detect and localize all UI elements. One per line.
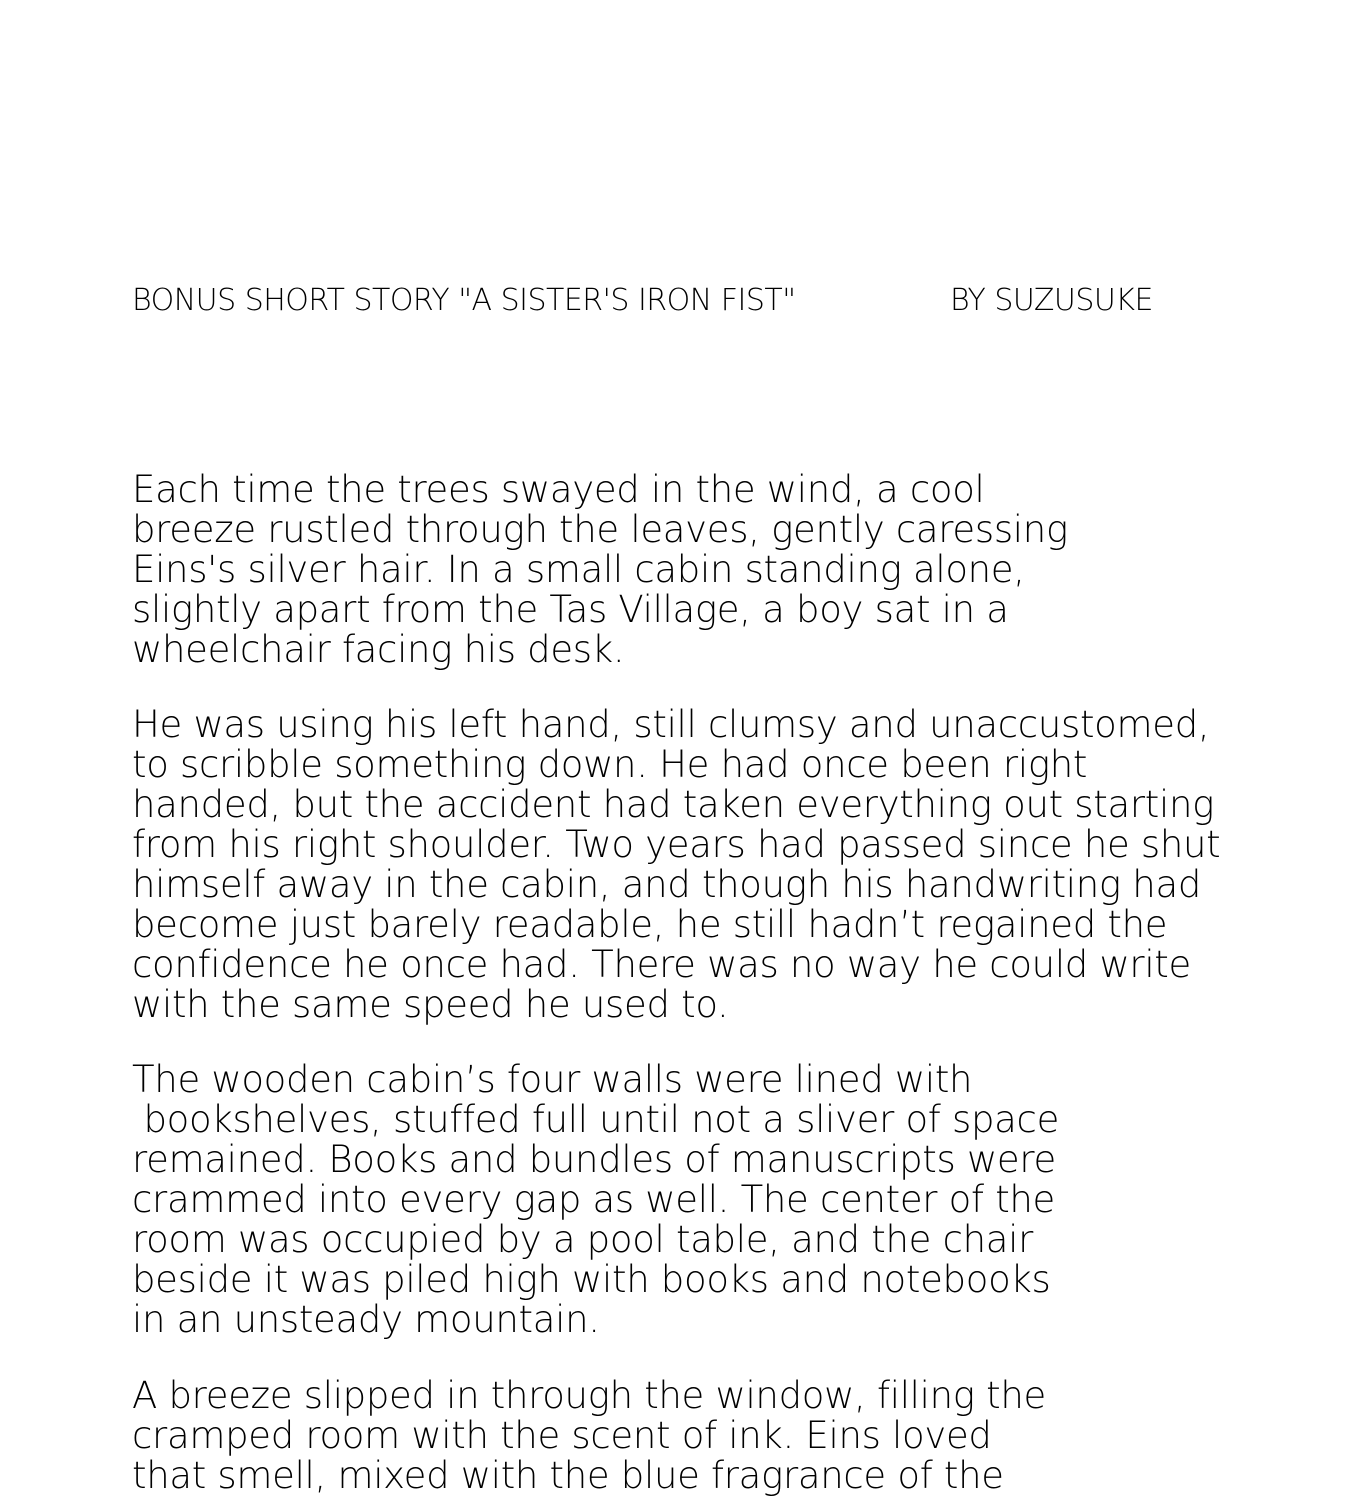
paragraph-1: [132, 470, 1332, 670]
text-line: room was occupied by a pool table, and the chair: [132, 1218, 1034, 1261]
text-line: A breeze slipped in through the window, filling the: [132, 1374, 1046, 1417]
text-line: from his right shoulder. Two years had passed since he shut: [132, 823, 1221, 866]
text-line: The wooden cabin’s four walls were lined with: [132, 1058, 973, 1101]
text-line: breeze rustled through the leaves, gently caressing: [132, 508, 1068, 551]
story-title: BONUS SHORT STORY "A SISTER'S IRON FIST": [132, 283, 796, 318]
text-line: that smell, mixed with the blue fragrance of the: [132, 1454, 1004, 1497]
text-line: bookshelves, stuffed full until not a sliver of space: [132, 1098, 1060, 1141]
paragraph-3: [132, 1060, 1332, 1340]
text-line: crammed into every gap as well. The center of the: [132, 1178, 1056, 1221]
text-line: slightly apart from the Tas Village, a boy sat in a: [132, 588, 1009, 631]
text-line: with the same speed he used to.: [132, 983, 729, 1026]
text-line: beside it was piled high with books and notebooks: [132, 1258, 1051, 1301]
story-header: [132, 283, 1232, 318]
text-line: himself away in the cabin, and though his handwriting had: [132, 863, 1201, 906]
text-line: in an unsteady mountain.: [132, 1298, 600, 1341]
text-line: He was using his left hand, still clumsy and unaccustomed,: [132, 703, 1210, 746]
text-line: become just barely readable, he still hadn’t regained the: [132, 903, 1168, 946]
text-line: Each time the trees swayed in the wind, a cool: [132, 468, 985, 511]
text-line: wheelchair facing his desk.: [132, 628, 625, 671]
text-line: to scribble something down. He had once been right: [132, 743, 1088, 786]
text-line: cramped room with the scent of ink. Eins loved: [132, 1414, 992, 1457]
text-line: remained. Books and bundles of manuscripts were: [132, 1138, 1056, 1181]
text-line: confidence he once had. There was no way he could write: [132, 943, 1191, 986]
text-line: handed, but the accident had taken everything out starting: [132, 783, 1215, 826]
paragraph-4: [132, 1376, 1332, 1496]
paragraph-2: [132, 705, 1332, 1025]
text-line: Eins's silver hair. In a small cabin standing alone,: [132, 548, 1025, 591]
story-author: BY SUZUSUKE: [950, 283, 1153, 318]
